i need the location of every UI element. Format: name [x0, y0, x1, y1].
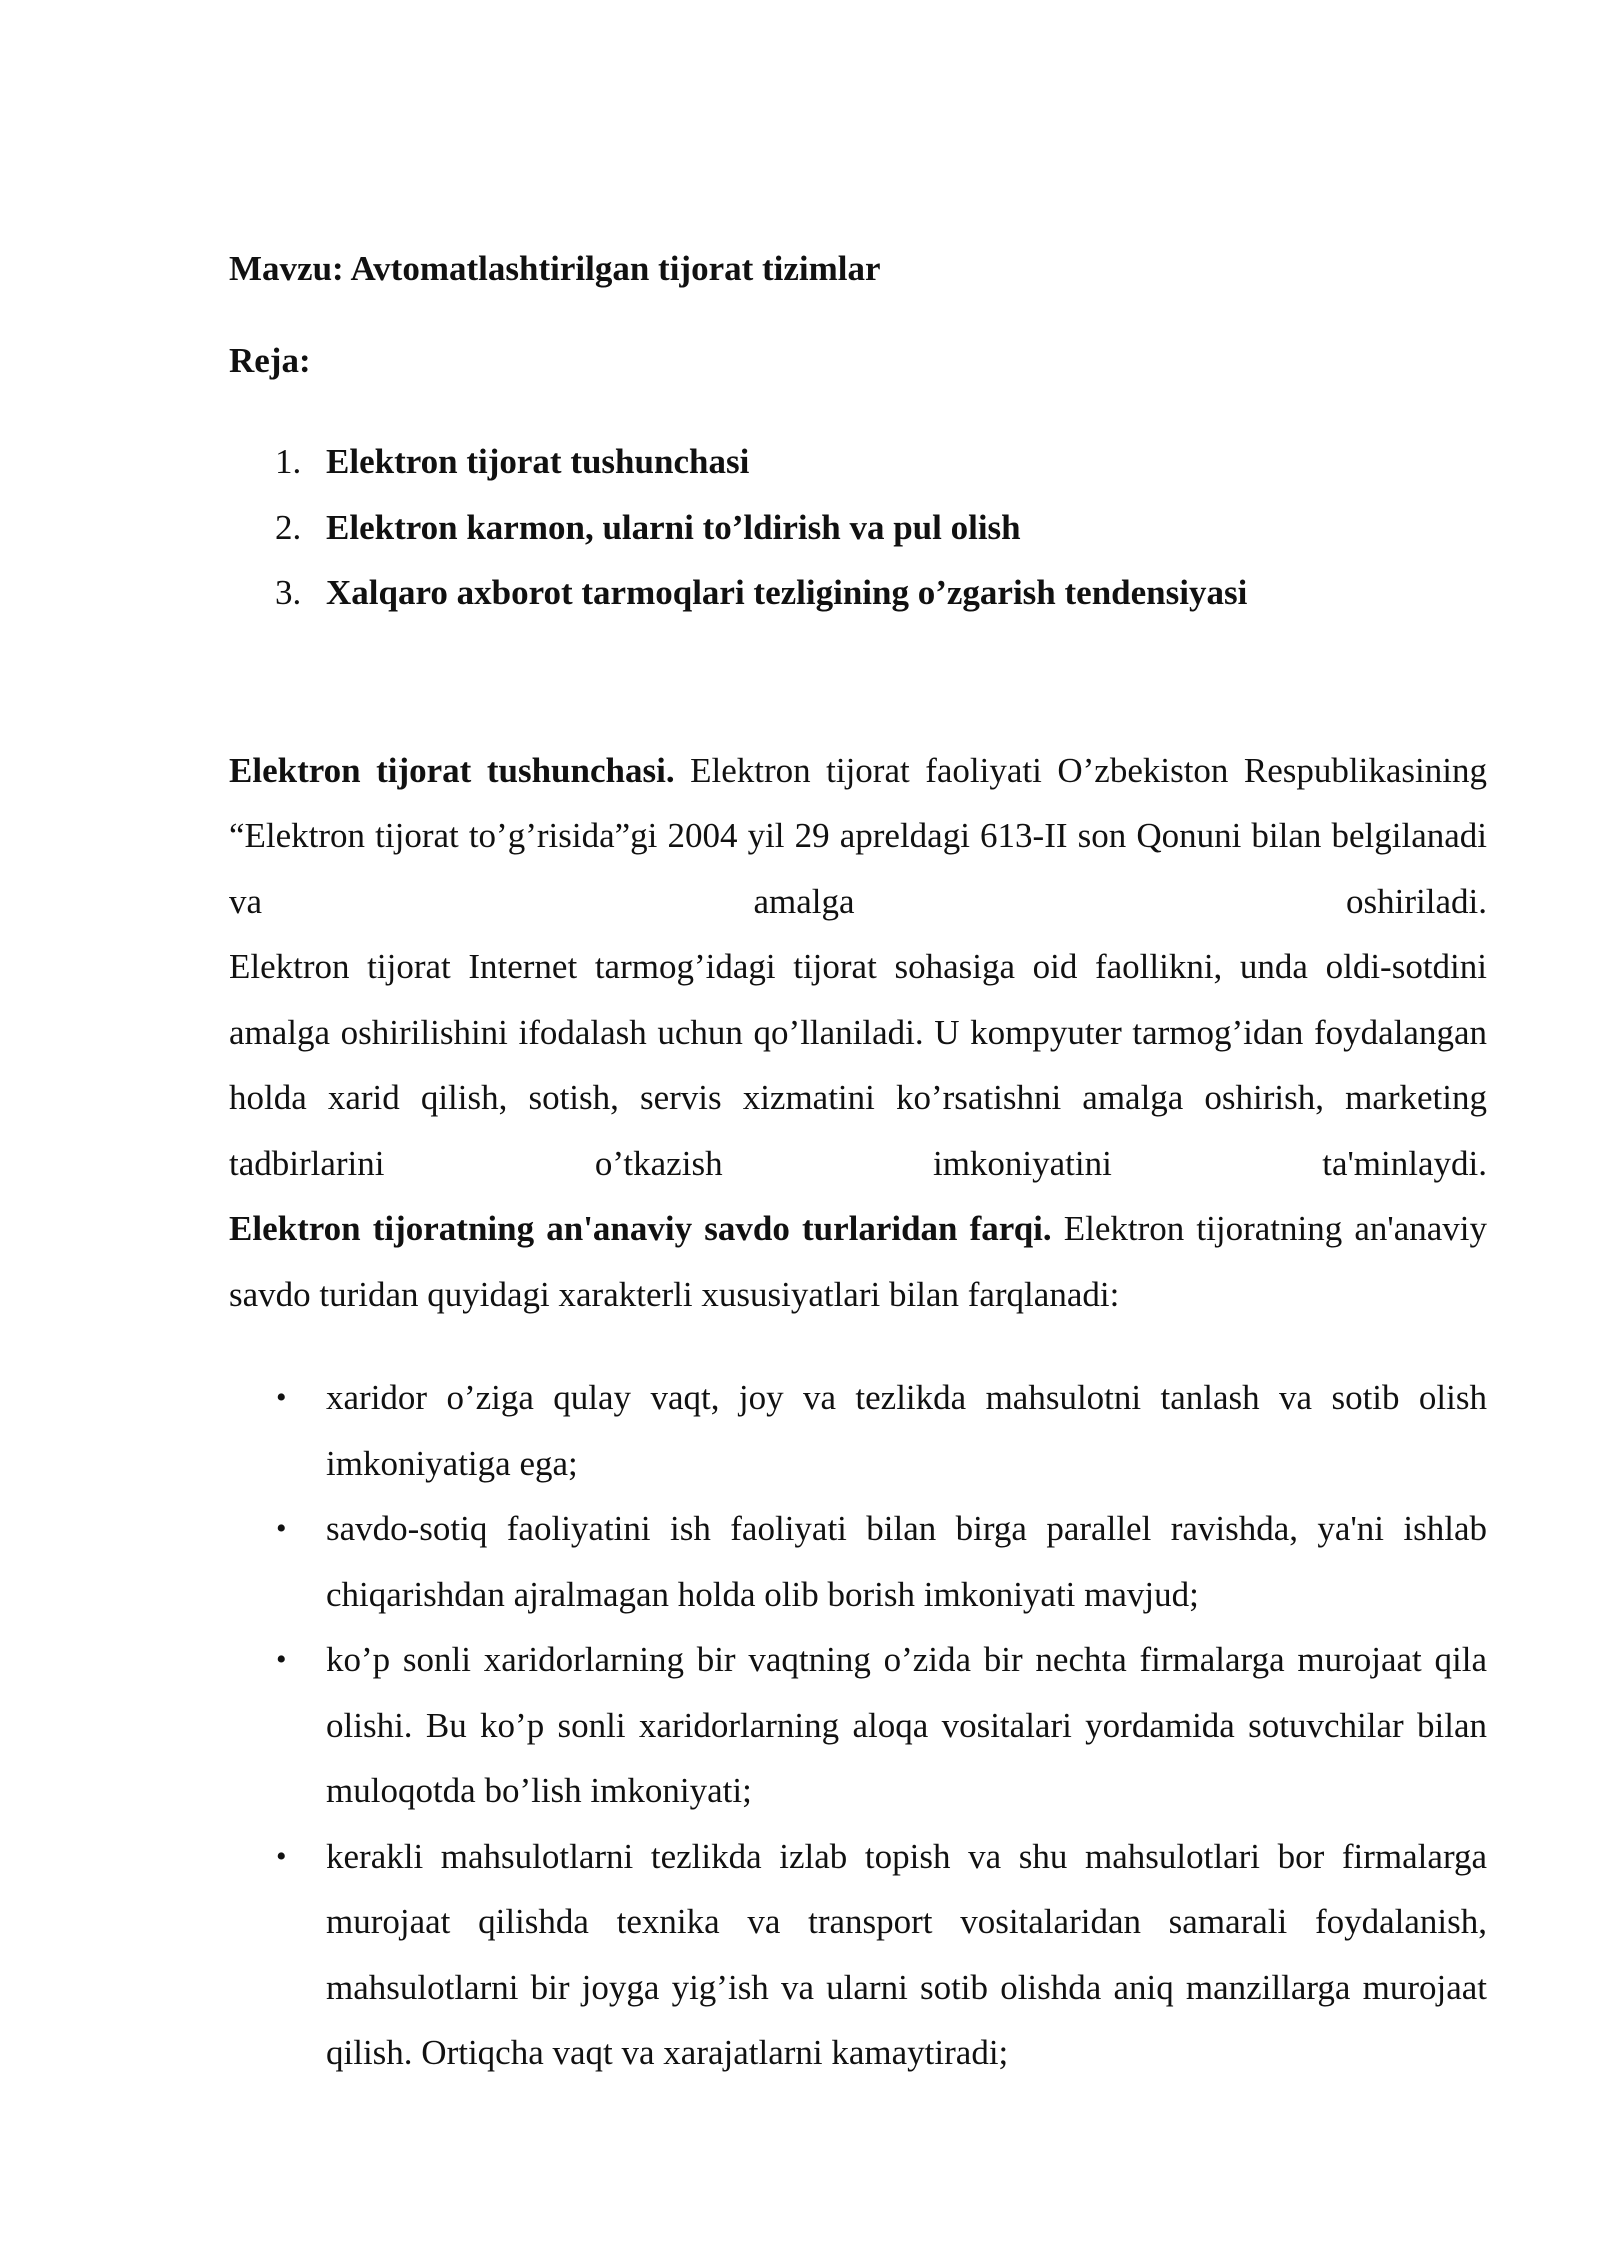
- paragraph-line-group-3: [229, 1196, 1487, 1327]
- paragraph-text: Elektron tijorat Internet tarmog’idagi tijorat sohasiga oid faollikni, unda oldi-sotdini amalga oshirilishini ifodalash uchun qo’llaniladi. U kompyuter tarmog’idan foydalangan holda xarid qilish, sotish, servis xizmatini ko’rsatishni amalga oshirish, marketing tadbirlarini o’tkazish imkoniyatini ta'minlaydi.: [229, 947, 1487, 1183]
- list-item-text: kerakli mahsulotlarni tezlikda izlab topish va shu mahsulotlari bor firmalarga murojaat qilishda texnika va transport vositalaridan samarali foydalanish, mahsulotlarni bir joyga yig’ish va ularni sotib olishda aniq manzillarga murojaat qilish. Ortiqcha vaqt va xarajatlarni kamaytiradi;: [326, 1836, 1487, 2072]
- list-item-text: xaridor o’ziga qulay vaqt, joy va tezlikda mahsulotni tanlash va sotib olish imkoniyatiga ega;: [326, 1378, 1487, 1483]
- list-item: [229, 1824, 1487, 2086]
- bullet-icon: •: [276, 1512, 287, 1545]
- list-item: [229, 1627, 1487, 1824]
- bullet-icon: •: [276, 1643, 287, 1676]
- plan-label: Reja:: [229, 341, 311, 380]
- section-paragraph: [229, 738, 1487, 1328]
- paragraph-line-group-2: [229, 934, 1487, 1196]
- list-item: [229, 1365, 1487, 1496]
- plan-item: [229, 560, 1487, 626]
- paragraph-text: Elektron tijoratning an'anaviy savdo turidan quyidagi xarakterli xususiyatlari bilan farqlanadi:: [229, 1209, 1487, 1314]
- list-item: [229, 1496, 1487, 1627]
- plan-item-number: 2.: [275, 507, 302, 547]
- document-page: [229, 245, 1487, 2086]
- plan-item: [229, 495, 1487, 561]
- plan-item-number: 3.: [275, 573, 302, 612]
- bullet-icon: •: [276, 1839, 287, 1873]
- paragraph-line-group-1: [229, 738, 1487, 935]
- plan-item-text: Xalqaro axborot tarmoqlari tezligining o’zgarish tendensiyasi: [326, 573, 1248, 612]
- list-item-text: savdo-sotiq faoliyatini ish faoliyati bilan birga parallel ravishda, ya'ni ishlab chiqarishdan ajralmagan holda olib borish imkoniyati mavjud;: [326, 1509, 1487, 1614]
- section-heading-bold: Elektron tijorat tushunchasi.: [229, 750, 675, 790]
- bullet-icon: •: [276, 1381, 287, 1414]
- features-list: [229, 1365, 1487, 2086]
- paragraph-text: Elektron tijorat faoliyati O’zbekiston Respublikasining “Elektron tijorat to’g’risida”gi 2004 yil 29 apreldagi 613-II son Qonuni bilan belgilanadi va amalga oshiriladi.: [229, 750, 1487, 921]
- plan-item-text: Elektron tijorat tushunchasi: [326, 442, 750, 481]
- plan-item: [229, 429, 1487, 495]
- plan-item-number: 1.: [275, 442, 302, 481]
- plan-item-text: Elektron karmon, ularni to’ldirish va pul olish: [326, 507, 1021, 547]
- subsection-heading-bold: Elektron tijoratning an'anaviy savdo turlaridan farqi.: [229, 1209, 1052, 1248]
- document-title: Mavzu: Avtomatlashtirilgan tijorat tizimlar: [229, 249, 881, 288]
- plan-list: [229, 429, 1487, 626]
- list-item-text: ko’p sonli xaridorlarning bir vaqtning o’zida bir nechta firmalarga murojaat qila olishi. Bu ko’p sonli xaridorlarning aloqa vositalari yordamida sotuvchilar bilan muloqotda bo’lish imkoniyati;: [326, 1640, 1487, 1810]
